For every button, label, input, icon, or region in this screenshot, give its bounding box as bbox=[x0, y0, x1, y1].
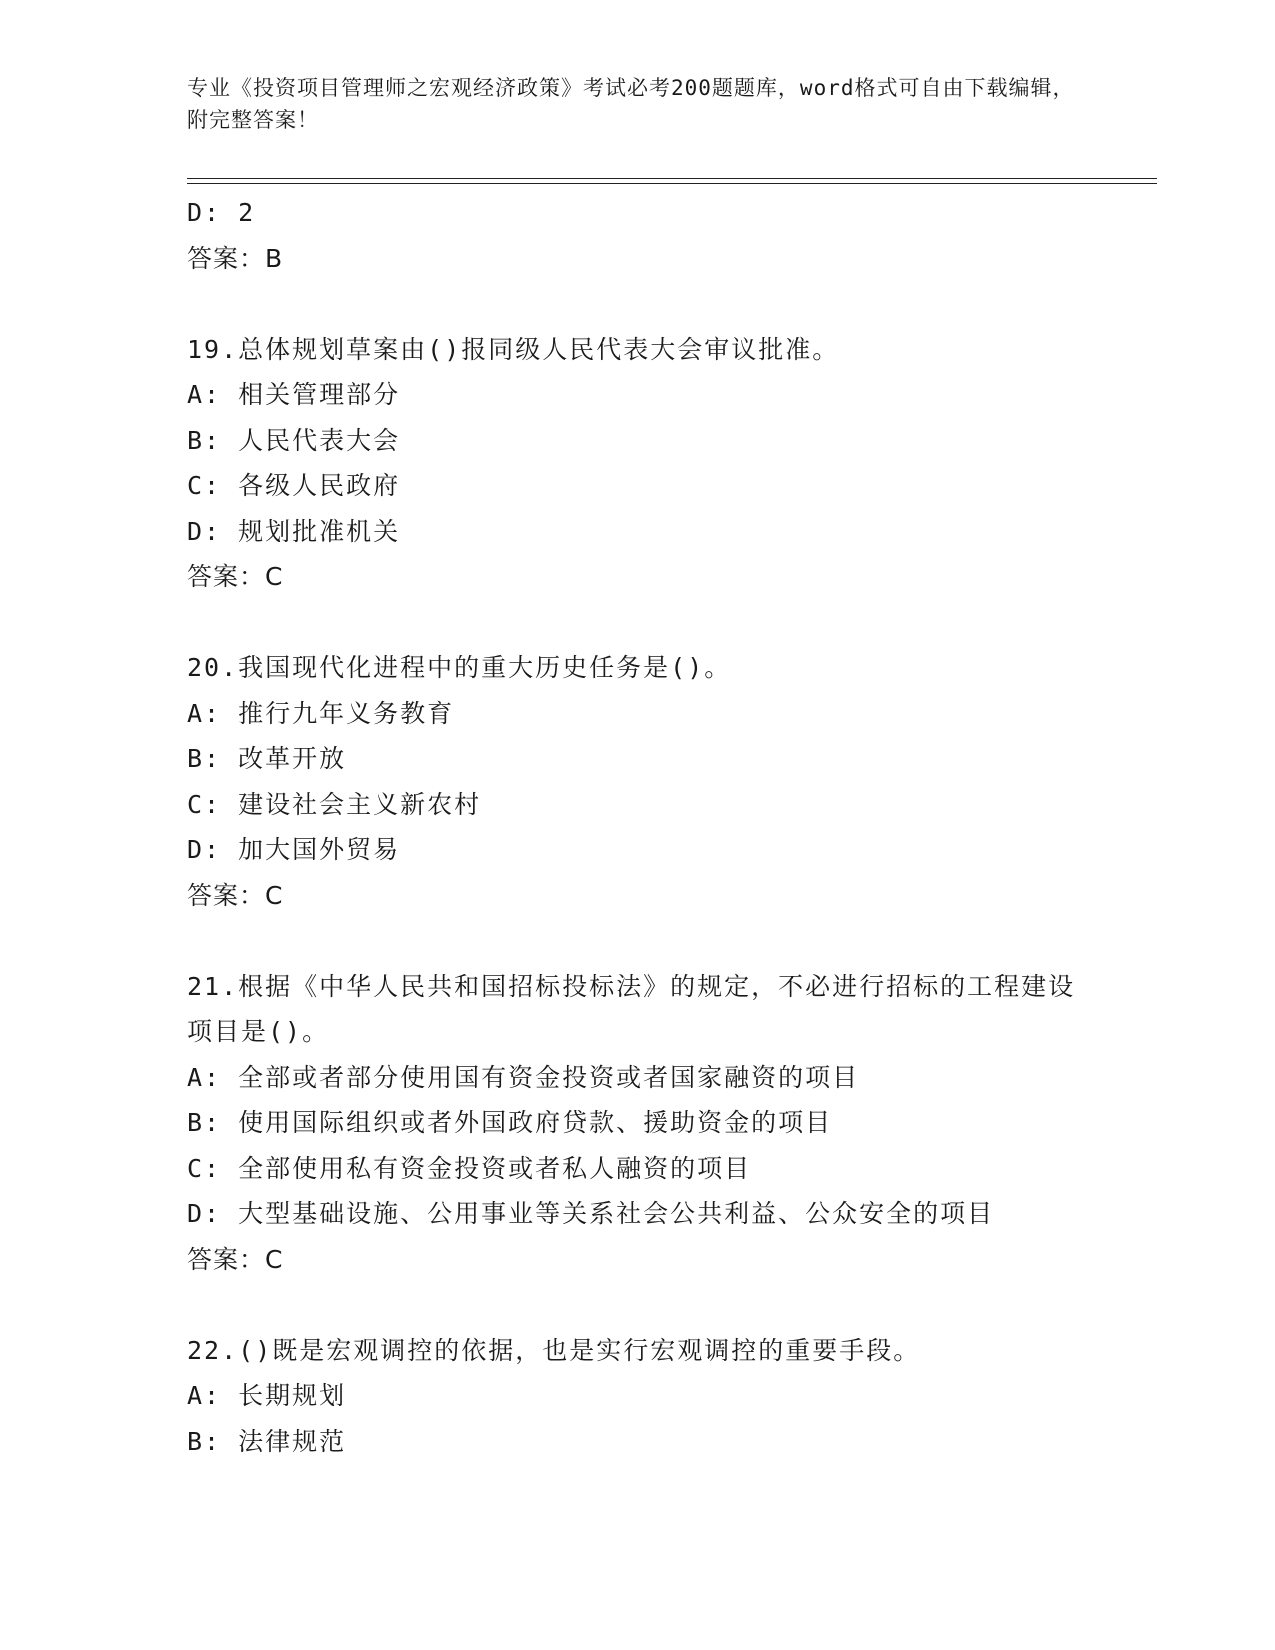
question-title: 20.我国现代化进程中的重大历史任务是()。 bbox=[187, 653, 732, 682]
answer-line: 答案：B bbox=[187, 243, 284, 273]
option-a: A: 推行九年义务教育 bbox=[187, 698, 455, 728]
option-a: A: 长期规划 bbox=[187, 1381, 347, 1410]
answer-line: 答案：C bbox=[187, 562, 284, 591]
header-rule-top bbox=[187, 178, 1157, 179]
option-b: B: 改革开放 bbox=[187, 744, 347, 773]
option-d: D: 大型基础设施、公用事业等关系社会公共利益、公众安全的项目 bbox=[187, 1199, 995, 1228]
question-title: 21.根据《中华人民共和国招标投标法》的规定，不必进行招标的工程建设项目是()。 bbox=[187, 971, 1076, 1046]
question-list bbox=[187, 190, 1147, 1464]
option-a: A: 全部或者部分使用国有资金投资或者国家融资的项目 bbox=[187, 1062, 860, 1092]
option-c: C: 全部使用私有资金投资或者私人融资的项目 bbox=[187, 1153, 752, 1183]
answer-line: 答案：C bbox=[187, 1244, 284, 1274]
option-c: C: 建设社会主义新农村 bbox=[187, 789, 482, 819]
option-b: B: 法律规范 bbox=[187, 1426, 347, 1456]
option-b: B: 使用国际组织或者外国政府贷款、援助资金的项目 bbox=[187, 1108, 833, 1137]
answer-line: 答案：C bbox=[187, 880, 284, 910]
option-d: D: 加大国外贸易 bbox=[187, 835, 401, 864]
document-header: 专业《投资项目管理师之宏观经济政策》考试必考200题题库，word格式可自由下载编辑，附完整答案！ bbox=[187, 76, 1075, 132]
option-b: B: 人民代表大会 bbox=[187, 425, 401, 455]
option-d: D: 2 bbox=[187, 198, 256, 227]
question-title: 19.总体规划草案由()报同级人民代表大会审议批准。 bbox=[187, 334, 840, 364]
header-rule-bottom bbox=[187, 183, 1157, 184]
option-c: C: 各级人民政府 bbox=[187, 471, 401, 500]
option-d: D: 规划批准机关 bbox=[187, 516, 401, 546]
question-title: 22.()既是宏观调控的依据，也是实行宏观调控的重要手段。 bbox=[187, 1335, 921, 1365]
option-a: A: 相关管理部分 bbox=[187, 380, 401, 409]
